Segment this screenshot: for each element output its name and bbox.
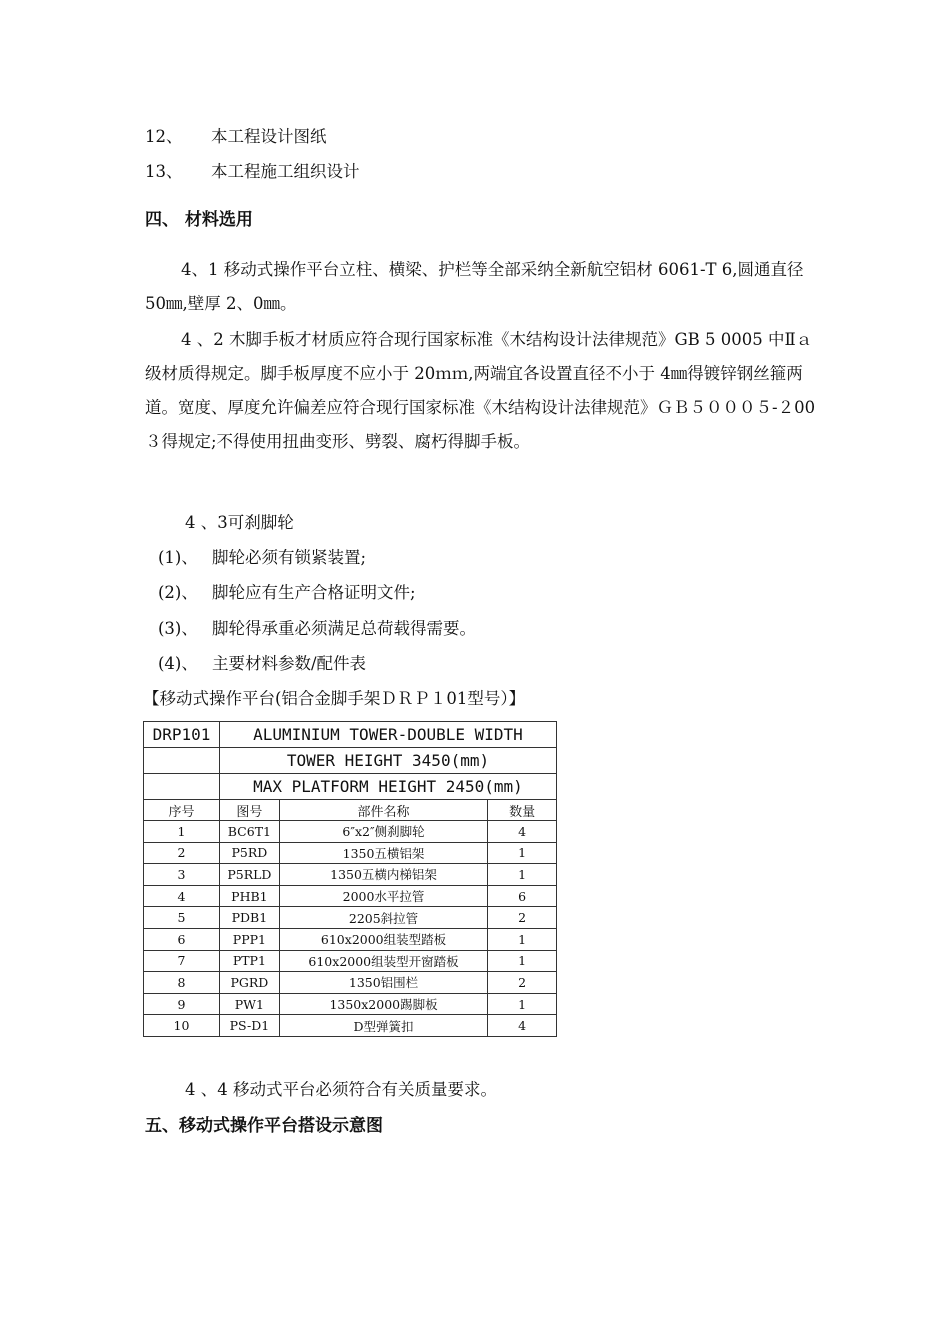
empty-cell	[144, 774, 220, 800]
part-name-cell: 2000水平拉管	[279, 885, 487, 907]
quantity-cell: 1	[488, 950, 557, 972]
table-body	[144, 821, 557, 1037]
list-text: 主要材料参数/配件表	[212, 654, 367, 673]
list-item-12	[145, 126, 327, 148]
list-number: (3)、	[158, 619, 198, 638]
row-index-cell: 3	[144, 864, 220, 886]
table-row	[144, 885, 557, 907]
quantity-cell: 1	[488, 928, 557, 950]
table-row	[144, 950, 557, 972]
paragraph-4-1	[145, 253, 821, 321]
table-title-line: MAX PLATFORM HEIGHT 2450(mm)	[219, 774, 556, 800]
part-code-cell: PDB1	[219, 907, 279, 929]
list-item-13	[145, 161, 360, 183]
part-code-cell: PTP1	[219, 950, 279, 972]
row-index-cell: 1	[144, 821, 220, 843]
row-index-cell: 9	[144, 993, 220, 1015]
caster-item-1	[158, 547, 366, 569]
list-number: (4)、	[158, 654, 198, 673]
part-name-cell: 1350五横铝架	[279, 842, 487, 864]
row-index-cell: 6	[144, 928, 220, 950]
table-row	[144, 928, 557, 950]
paragraph-text: 4 、2 木脚手板才材质应符合现行国家标准《木结构设计法律规范》GB 5 0005 中Ⅱａ级材质得规定。脚手板厚度不应小于 20ｍｍ,两端宜各设置直径不小于 4㎜得镀锌钢丝箍两道。宽度、厚度允许偏差应符合现行国家标准《木结构设计法律规范》ＧＢ５０００５-２00３得规定;不得使用扭曲变形、劈裂、腐朽得脚手板。	[145, 330, 816, 451]
row-index-cell: 7	[144, 950, 220, 972]
empty-cell	[144, 748, 220, 774]
quantity-cell: 4	[488, 1015, 557, 1037]
part-name-cell: 1350铝围栏	[279, 972, 487, 994]
part-name-cell: 1350x2000踢脚板	[279, 993, 487, 1015]
quantity-cell: 1	[488, 842, 557, 864]
row-index-cell: 5	[144, 907, 220, 929]
row-index-cell: 4	[144, 885, 220, 907]
section-heading-materials: 四、 材料选用	[145, 210, 253, 230]
table-title-line: TOWER HEIGHT 3450(mm)	[219, 748, 556, 774]
list-number: (2)、	[158, 583, 198, 602]
list-number: (1)、	[158, 548, 198, 567]
column-header: 序号	[144, 800, 220, 821]
part-code-cell: PHB1	[219, 885, 279, 907]
paragraph-4-4: 4 、4 移动式平台必须符合有关质量要求。	[185, 1080, 497, 1099]
part-code-cell: PGRD	[219, 972, 279, 994]
list-number: 12、	[145, 127, 183, 146]
part-code-cell: P5RLD	[219, 864, 279, 886]
caster-item-4	[158, 653, 366, 675]
row-index-cell: 2	[144, 842, 220, 864]
table-row	[144, 1015, 557, 1037]
column-header: 数量	[488, 800, 557, 821]
column-header: 部件名称	[279, 800, 487, 821]
part-code-cell: BC6T1	[219, 821, 279, 843]
table-row	[144, 864, 557, 886]
part-name-cell: 610x2000组装型开窗踏板	[279, 950, 487, 972]
part-name-cell: 1350五横内梯铝架	[279, 864, 487, 886]
list-text: 本工程施工组织设计	[211, 162, 360, 181]
quantity-cell: 4	[488, 821, 557, 843]
table-row	[144, 907, 557, 929]
list-text: 本工程设计图纸	[211, 127, 327, 146]
part-code-cell: PS-D1	[219, 1015, 279, 1037]
caster-item-2	[158, 582, 416, 604]
part-code-cell: P5RD	[219, 842, 279, 864]
part-code-cell: PW1	[219, 993, 279, 1015]
quantity-cell: 1	[488, 864, 557, 886]
quantity-cell: 2	[488, 972, 557, 994]
quantity-cell: 6	[488, 885, 557, 907]
quantity-cell: 2	[488, 907, 557, 929]
list-text: 脚轮必须有锁紧装置;	[212, 548, 367, 567]
table-row	[144, 842, 557, 864]
table-row	[144, 993, 557, 1015]
table-caption: 【移动式操作平台(铝合金脚手架ＤＲＰ１01型号）】	[143, 689, 526, 708]
paragraph-4-2	[145, 323, 821, 459]
row-index-cell: 8	[144, 972, 220, 994]
caster-item-3	[158, 618, 476, 640]
quantity-cell: 1	[488, 993, 557, 1015]
part-name-cell: 610x2000组装型踏板	[279, 928, 487, 950]
row-index-cell: 10	[144, 1015, 220, 1037]
table-row	[144, 972, 557, 994]
section-heading-diagram: 五、移动式操作平台搭设示意图	[145, 1116, 383, 1136]
list-text: 脚轮应有生产合格证明文件;	[212, 583, 416, 602]
list-number: 13、	[145, 162, 183, 181]
list-text: 脚轮得承重必须满足总荷载得需要。	[212, 619, 476, 638]
subheading-4-3: 4 、3可刹脚轮	[185, 513, 294, 532]
column-header: 图号	[219, 800, 279, 821]
parts-table	[143, 721, 557, 1037]
part-name-cell: D型弹簧扣	[279, 1015, 487, 1037]
table-title-line: ALUMINIUM TOWER-DOUBLE WIDTH	[219, 722, 556, 748]
paragraph-text: 4、1 移动式操作平台立柱、横梁、护栏等全部采纳全新航空铝材 6061-T 6,圆通直径 50㎜,壁厚 2、0㎜。	[145, 260, 804, 313]
part-name-cell: 2205斜拉管	[279, 907, 487, 929]
table-row	[144, 821, 557, 843]
part-code-cell: PPP1	[219, 928, 279, 950]
model-cell: DRP101	[144, 722, 220, 748]
part-name-cell: 6″x2″侧刹脚轮	[279, 821, 487, 843]
